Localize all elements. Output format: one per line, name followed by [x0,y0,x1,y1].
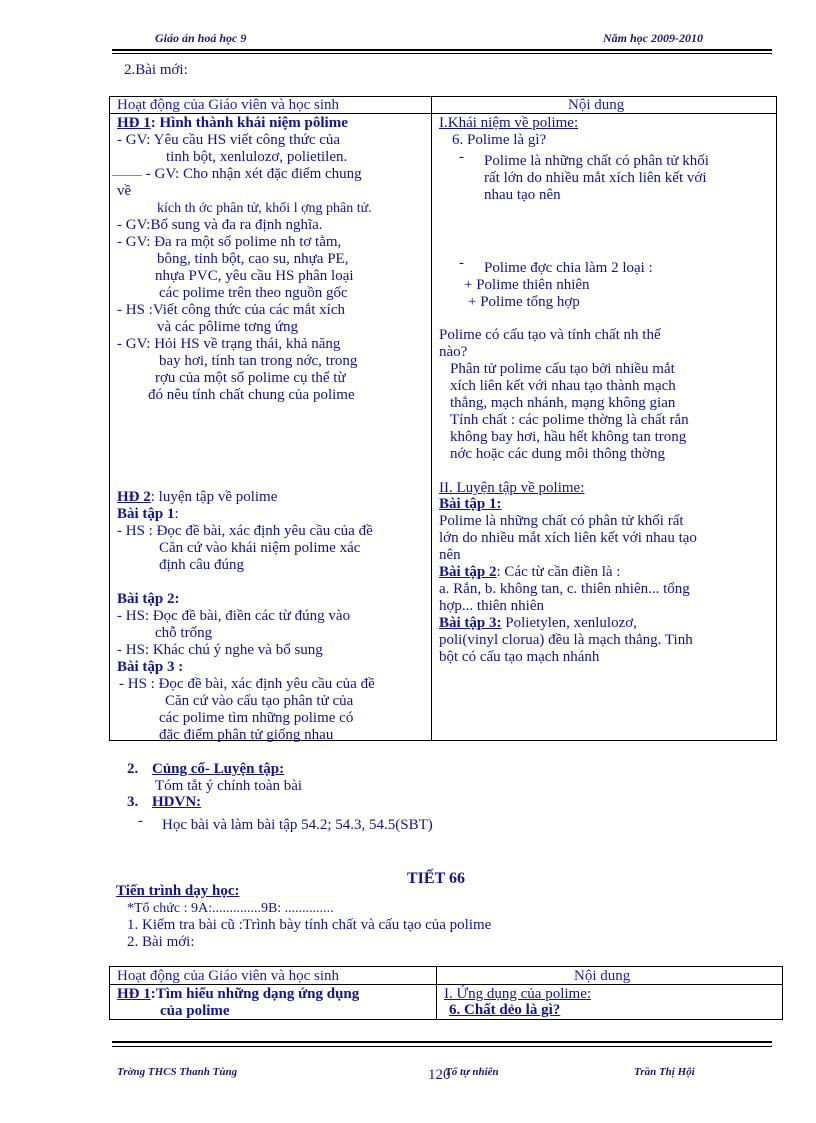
t1-left-bt3: Bài tập 3 : [117,659,184,675]
t1-left-line: - GV: Yêu cầu HS viết công thức của [117,132,341,148]
process-org: *Tổ chức : 9A:..............9B: .............. [127,901,334,916]
footer-author: Trần Thị Hội [634,1066,695,1078]
t1-left-line: ――― - GV: Cho nhận xét đặc điểm chung [112,166,362,182]
hdvn-title: HDVN: [152,794,202,810]
t1-right-line: nhau tạo nên [484,187,561,203]
consolidate-summary: Tóm tắt ý chính toàn bài [155,778,303,794]
table1-col-left: Hoạt động của Giáo viên và học sinh [117,97,340,113]
t1-right-line: nên [439,547,461,563]
t1-right-line: không bay hơi, hầu hết không tan trong [450,429,687,445]
t1-left-line: - HS :Viết công thức của các mắt xích [117,302,345,318]
t1-right-line: nớc hoặc các dung môi thông thờng [450,446,665,462]
header-left: Giáo án hoá học 9 [155,31,247,45]
table1-divider [431,96,432,741]
t1-right-line: thẳng, mạch nhánh, mạng không gian [450,395,676,411]
homework-text: Học bài và làm bài tập 54.2; 54.3, 54.5(SBT) [162,817,433,833]
t1-left-line: - GV: Hỏi HS về trạng thái, khả năng [117,336,341,352]
consolidate-title: Củng cố- Luyện tập: [152,761,285,777]
t1-right-line: poli(vinyl clorua) đều là mạch thẳng. Tinh [439,632,693,648]
t1-left-line: Căn cứ vào khái niệm polime xác [159,540,361,556]
t1-right-q6: 6. Polime là gì? [452,132,547,148]
t1-left-line: bay hơi, tính tan trong nớc, trong [159,353,358,369]
process-title: Tiến trình dạy học: [116,883,240,899]
t1-left-line: kích th ớc phân tử, khối l ợng phân tử. [157,201,372,216]
hdvn-number: 3. [127,794,139,810]
t1-left-line: đó nêu tính chất chung của polime [148,387,355,403]
t1-left-line: về [117,183,132,199]
t1-right-bt3: Bài tập 3: Polietylen, xenlulozơ, [439,615,637,631]
table2-hd1-line2: của polime [160,1003,230,1019]
table2-divider [436,966,437,1020]
t1-left-line: và các pôlime tơng ứng [157,319,299,335]
t1-right-line: rất lớn do nhiều mắt xích liên kết với [484,170,707,186]
t1-right-line: Polime có cấu tạo và tính chất nh thế [439,327,661,343]
t1-right-bt1: Bài tập 1: [439,496,502,512]
period-title: TIẾT 66 [407,870,465,887]
t1-left-line: bông, tinh bột, cao su, nhựa PE, [157,251,349,267]
t1-right-bullet: - [459,255,464,271]
t1-right-line: bột có cấu tạo mạch nhánh [439,649,600,665]
t1-left-line: chỗ trống [155,625,213,641]
t1-right-line: Tính chất : các polime thờng là chất rắn [450,412,689,428]
t1-right-line: Phân tử polime cấu tạo bởi nhiều mắt [450,361,675,377]
t1-left-line: tinh bột, xenlulozơ, polietilen. [166,149,348,165]
t1-right-line: nào? [439,344,468,360]
t1-left-line: các polime tìm những polime có [159,710,354,726]
t1-left-line: Căn cứ vào cấu tạo phân tử của [165,693,354,709]
table1-col-right: Nội dung [568,97,625,113]
hd1-heading: HĐ 1: Hình thành khái niệm pôlime [117,115,348,131]
hd2-heading: HĐ 2: luyện tập về polime [117,489,278,505]
header-rule-thin [112,53,772,54]
table2-q6: 6. Chất dẻo là gì? [449,1002,561,1018]
t1-left-line: nhựa PVC, yêu cầu HS phân loại [155,268,354,284]
t1-left-line: - GV:Bổ sung và đa ra định nghĩa. [117,217,323,233]
footer-school: Trờng THCS Thanh Tùng [117,1066,238,1078]
t1-right-sec2: II. Luyện tập về polime: [439,480,585,496]
t1-right-line: Polime đợc chia làm 2 loại : [484,260,653,276]
t1-left-line: - GV: Đa ra một số polime nh tơ tằm, [117,234,342,250]
table2-sec: I. Ứng dụng của polime: [444,986,592,1002]
homework-bullet: - [138,813,143,829]
t1-right-line: lớn do nhiều mắt xích liên kết với nhau tạo [439,530,697,546]
t1-right-bt2: Bài tập 2: Các từ cần điền là : [439,564,621,580]
t1-left-line: - HS : Đọc đề bài, xác định yêu cầu của đề [117,523,373,539]
t1-left-line: định câu đúng [159,557,244,573]
table2-col-left: Hoạt động của Giáo viên và học sinh [117,968,340,984]
t1-right-line: hợp... thiên nhiên [439,598,544,614]
new-lesson-label: 2.Bài mới: [124,62,188,78]
t1-left-line: đặc điểm phân tử giống nhau [159,727,334,743]
t1-right-line: a. Rắn, b. không tan, c. thiên nhiên... tổng [439,581,690,597]
t1-left-line: rợu của một số polime cụ thể từ [155,370,346,386]
footer-rule [112,1041,772,1043]
process-item-1: 1. Kiểm tra bài cũ :Trình bày tính chất và cấu tạo của polime [127,917,492,933]
page-number: 120 [428,1067,451,1083]
process-item-2: 2. Bài mới: [127,934,195,950]
table2-col-right: Nội dung [574,968,631,984]
t1-left-bt1: Bài tập 1: [117,506,179,522]
t1-right-line: + Polime thiên nhiên [464,277,590,293]
t1-right-line: Polime là những chất có phân tử khối [484,153,709,169]
footer-group: Tổ tự nhiên [445,1066,499,1078]
t1-left-line: các polime trên theo nguồn gốc [159,285,348,301]
t1-left-line: - HS: Đọc đề bài, điền các từ đúng vào [117,608,351,624]
t1-left-bt2: Bài tập 2: [117,591,180,607]
footer-rule-thin [112,1046,772,1047]
consolidate-number: 2. [127,761,139,777]
t1-left-line: - HS: Khác chú ý nghe và bổ sung [117,642,323,658]
header-right: Năm học 2009-2010 [603,31,703,45]
t1-right-bullet: - [459,149,464,165]
t1-left-line: - HS : Đọc đề bài, xác định yêu cầu của đề [119,676,375,692]
table2-hd1: HĐ 1:Tìm hiểu những dạng ứng dụng [117,986,360,1002]
table1-header-line [109,113,777,114]
t1-right-line: xích liên kết với nhau tạo thành mạch [450,378,676,394]
t1-right-sec1: I.Khái niệm về polime: [439,115,579,131]
t1-right-line: + Polime tổng hợp [468,294,580,310]
header-rule [112,49,772,51]
table2-header-line [109,984,783,985]
t1-right-line: Polime là những chất có phân tử khối rất [439,513,684,529]
